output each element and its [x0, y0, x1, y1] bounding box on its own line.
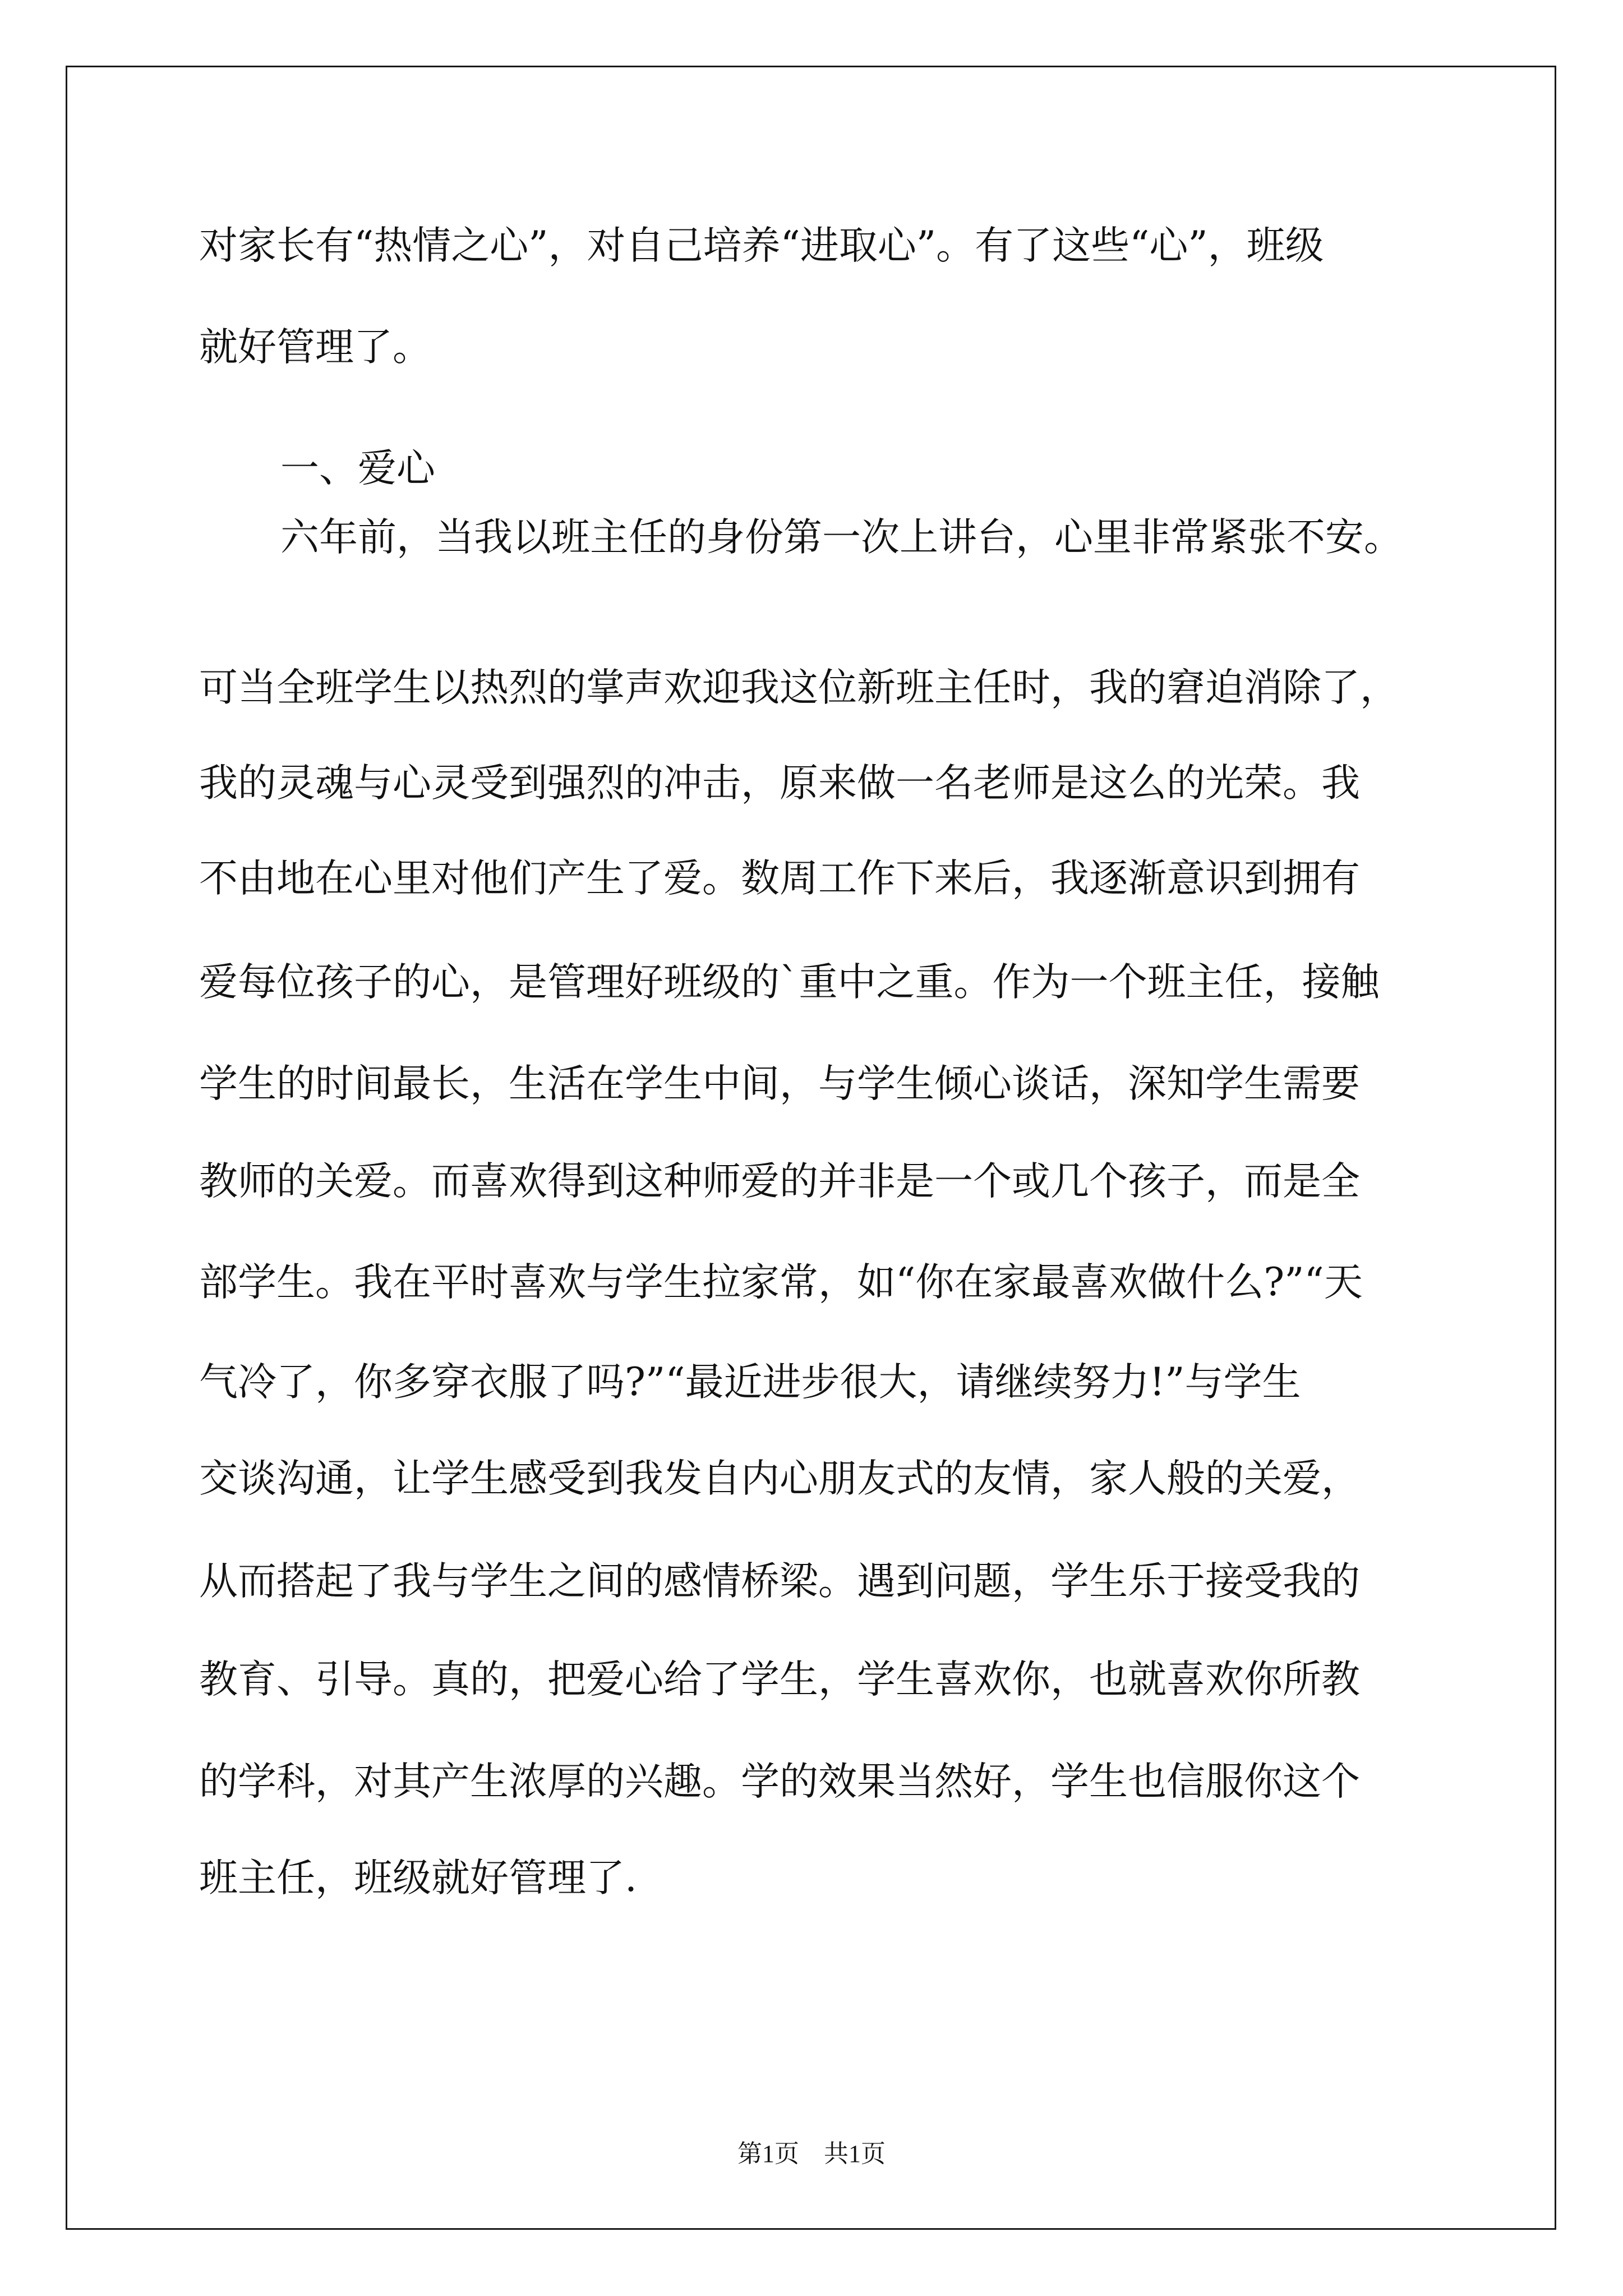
paragraph-line: 班主任，班级就好管理了.	[199, 1856, 637, 1901]
paragraph-line: 六年前，当我以班主任的身份第一次上讲台，心里非常紧张不安。	[280, 515, 1403, 560]
paragraph-line: 从而搭起了我与学生之间的感情桥梁。遇到问题，学生乐于接受我的	[199, 1559, 1360, 1604]
paragraph-line: 部学生。我在平时喜欢与学生拉家常，如“你在家最喜欢做什么?”“天	[199, 1260, 1363, 1305]
section-heading: 一、爱心	[280, 446, 435, 491]
paragraph-line: 我的灵魂与心灵受到强烈的冲击，原来做一名老师是这么的光荣。我	[199, 761, 1360, 806]
paragraph-line: 教育、引导。真的，把爱心给了学生，学生喜欢你，也就喜欢你所教	[199, 1657, 1360, 1702]
paragraph-line: 对家长有“热情之心”，对自己培养“进取心”。有了这些“心”，班级	[199, 223, 1324, 268]
paragraph-line: 的学科，对其产生浓厚的兴趣。学的效果当然好，学生也信服你这个	[199, 1759, 1360, 1804]
paragraph-line: 教师的关爱。而喜欢得到这种师爱的并非是一个或几个孩子，而是全	[199, 1159, 1360, 1204]
page-border	[66, 66, 1556, 2230]
page-footer	[0, 2138, 1623, 2170]
paragraph-line: 就好管理了。	[199, 325, 431, 370]
paragraph-line: 可当全班学生以热烈的掌声欢迎我这位新班主任时，我的窘迫消除了，	[199, 665, 1399, 710]
paragraph-line: 爱每位孩子的心，是管理好班级的`重中之重。作为一个班主任，接触	[199, 960, 1380, 1005]
paragraph-line: 交谈沟通，让学生感受到我发自内心朋友式的友情，家人般的关爱，	[199, 1456, 1360, 1501]
paragraph-line: 气冷了，你多穿衣服了吗?”“最近进步很大，请继续努力!”与学生	[199, 1360, 1301, 1405]
page-total: 共1页	[824, 2140, 886, 2168]
paragraph-line: 不由地在心里对他们产生了爱。数周工作下来后，我逐渐意识到拥有	[199, 856, 1360, 901]
page-number: 第1页	[737, 2140, 799, 2168]
paragraph-line: 学生的时间最长，生活在学生中间，与学生倾心谈话，深知学生需要	[199, 1061, 1360, 1106]
